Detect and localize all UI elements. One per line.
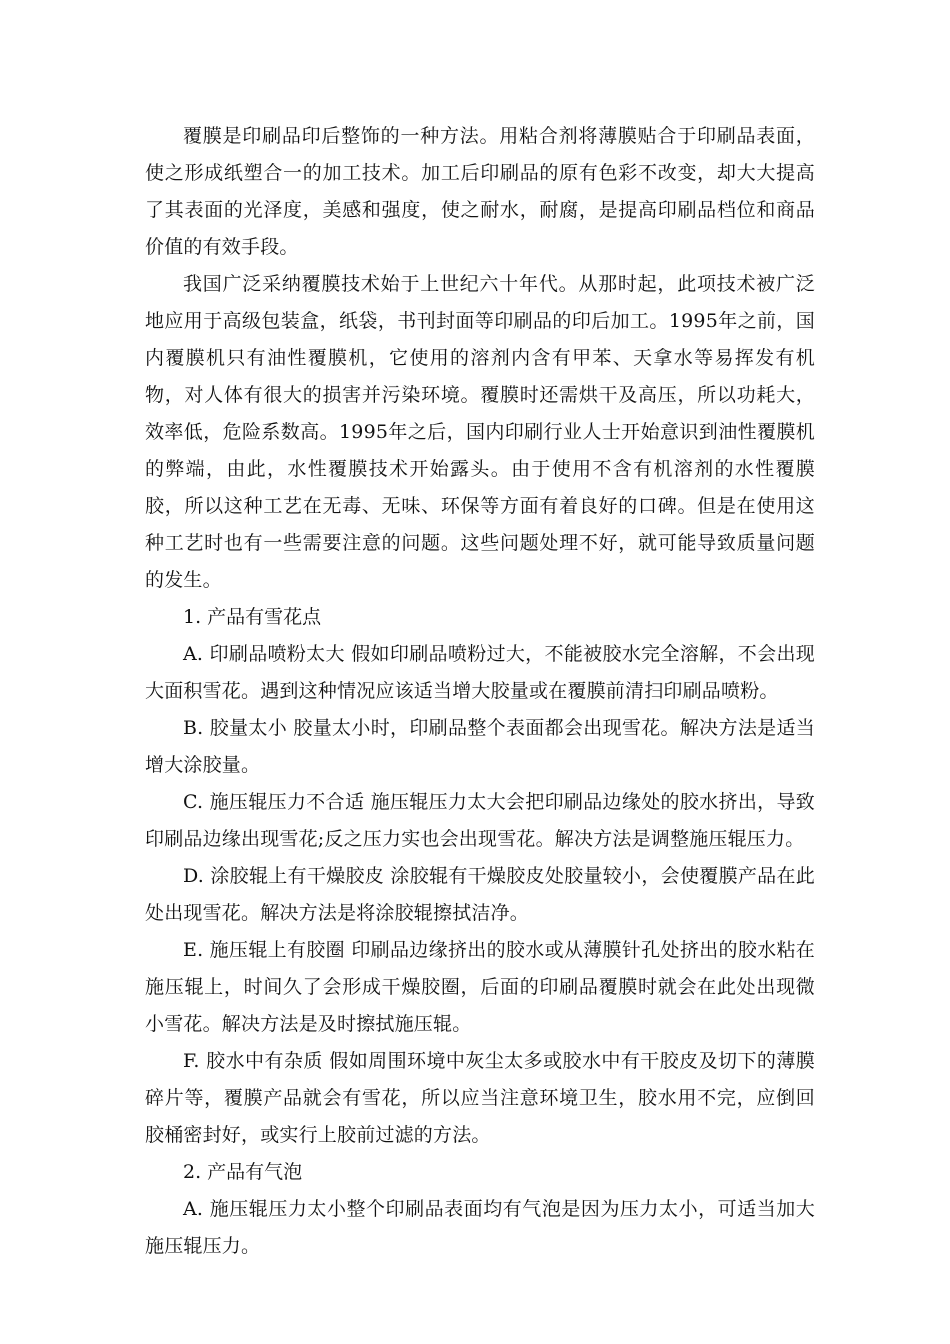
paragraph-item-f: F. 胶水中有杂质 假如周围环境中灰尘太多或胶水中有干胶皮及切下的薄膜碎片等，覆膜产品就会有雪花，所以应当注意环境卫生，胶水用不完，应倒回胶桶密封好，或实行上胶前过滤的方法。 [145,1050,815,1146]
paragraph-item-c: C. 施压辊压力不合适 施压辊压力太大会把印刷品边缘处的胶水挤出，导致印刷品边缘出现雪花;反之压力实也会出现雪花。解决方法是调整施压辊压力。 [145,791,815,850]
paragraph-item-e: E. 施压辊上有胶圈 印刷品边缘挤出的胶水或从薄膜针孔处挤出的胶水粘在施压辊上，时间久了会形成干燥胶圈，后面的印刷品覆膜时就会在此处出现微小雪花。解决方法是及时擦拭施压辊。 [145,939,815,1035]
section-heading-bubbles: 2. 产品有气泡 [183,1161,303,1183]
paragraph-history: 我国广泛采纳覆膜技术始于上世纪六十年代。从那时起，此项技术被广泛地应用于高级包装盒，纸袋，书刊封面等印刷品的印后加工。1995年之前，国内覆膜机只有油性覆膜机，它使用的溶剂内含有甲苯、天拿水等易挥发有机物，对人体有很大的损害并污染环境。覆膜时还需烘干及高压，所以功耗大，效率低，危险系数高。1995年之后，国内印刷行业人士开始意识到油性覆膜机的弊端，由此，水性覆膜技术开始露头。由于使用不含有机溶剂的水性覆膜胶，所以这种工艺在无毒、无味、环保等方面有着良好的口碑。但是在使用这种工艺时也有一些需要注意的问题。这些问题处理不好，就可能导致质量问题的发生。 [145,273,815,591]
paragraph-item-d: D. 涂胶辊上有干燥胶皮 涂胶辊有干燥胶皮处胶量较小，会使覆膜产品在此处出现雪花。解决方法是将涂胶辊擦拭洁净。 [145,865,815,924]
document-body [145,118,815,1265]
paragraph-bubbles-a: A. 施压辊压力太小整个印刷品表面均有气泡是因为压力太小，可适当加大施压辊压力。 [145,1198,815,1257]
section-heading-snowflakes: 1. 产品有雪花点 [183,606,322,628]
paragraph-item-a: A. 印刷品喷粉太大 假如印刷品喷粉过大，不能被胶水完全溶解，不会出现大面积雪花。遇到这种情况应该适当增大胶量或在覆膜前清扫印刷品喷粉。 [145,643,815,702]
paragraph-item-b: B. 胶量太小 胶量太小时，印刷品整个表面都会出现雪花。解决方法是适当增大涂胶量。 [145,717,815,776]
paragraph-intro: 覆膜是印刷品印后整饰的一种方法。用粘合剂将薄膜贴合于印刷品表面，使之形成纸塑合一的加工技术。加工后印刷品的原有色彩不改变，却大大提高了其表面的光泽度，美感和强度，使之耐水，耐腐，是提高印刷品档位和商品价值的有效手段。 [145,125,815,258]
